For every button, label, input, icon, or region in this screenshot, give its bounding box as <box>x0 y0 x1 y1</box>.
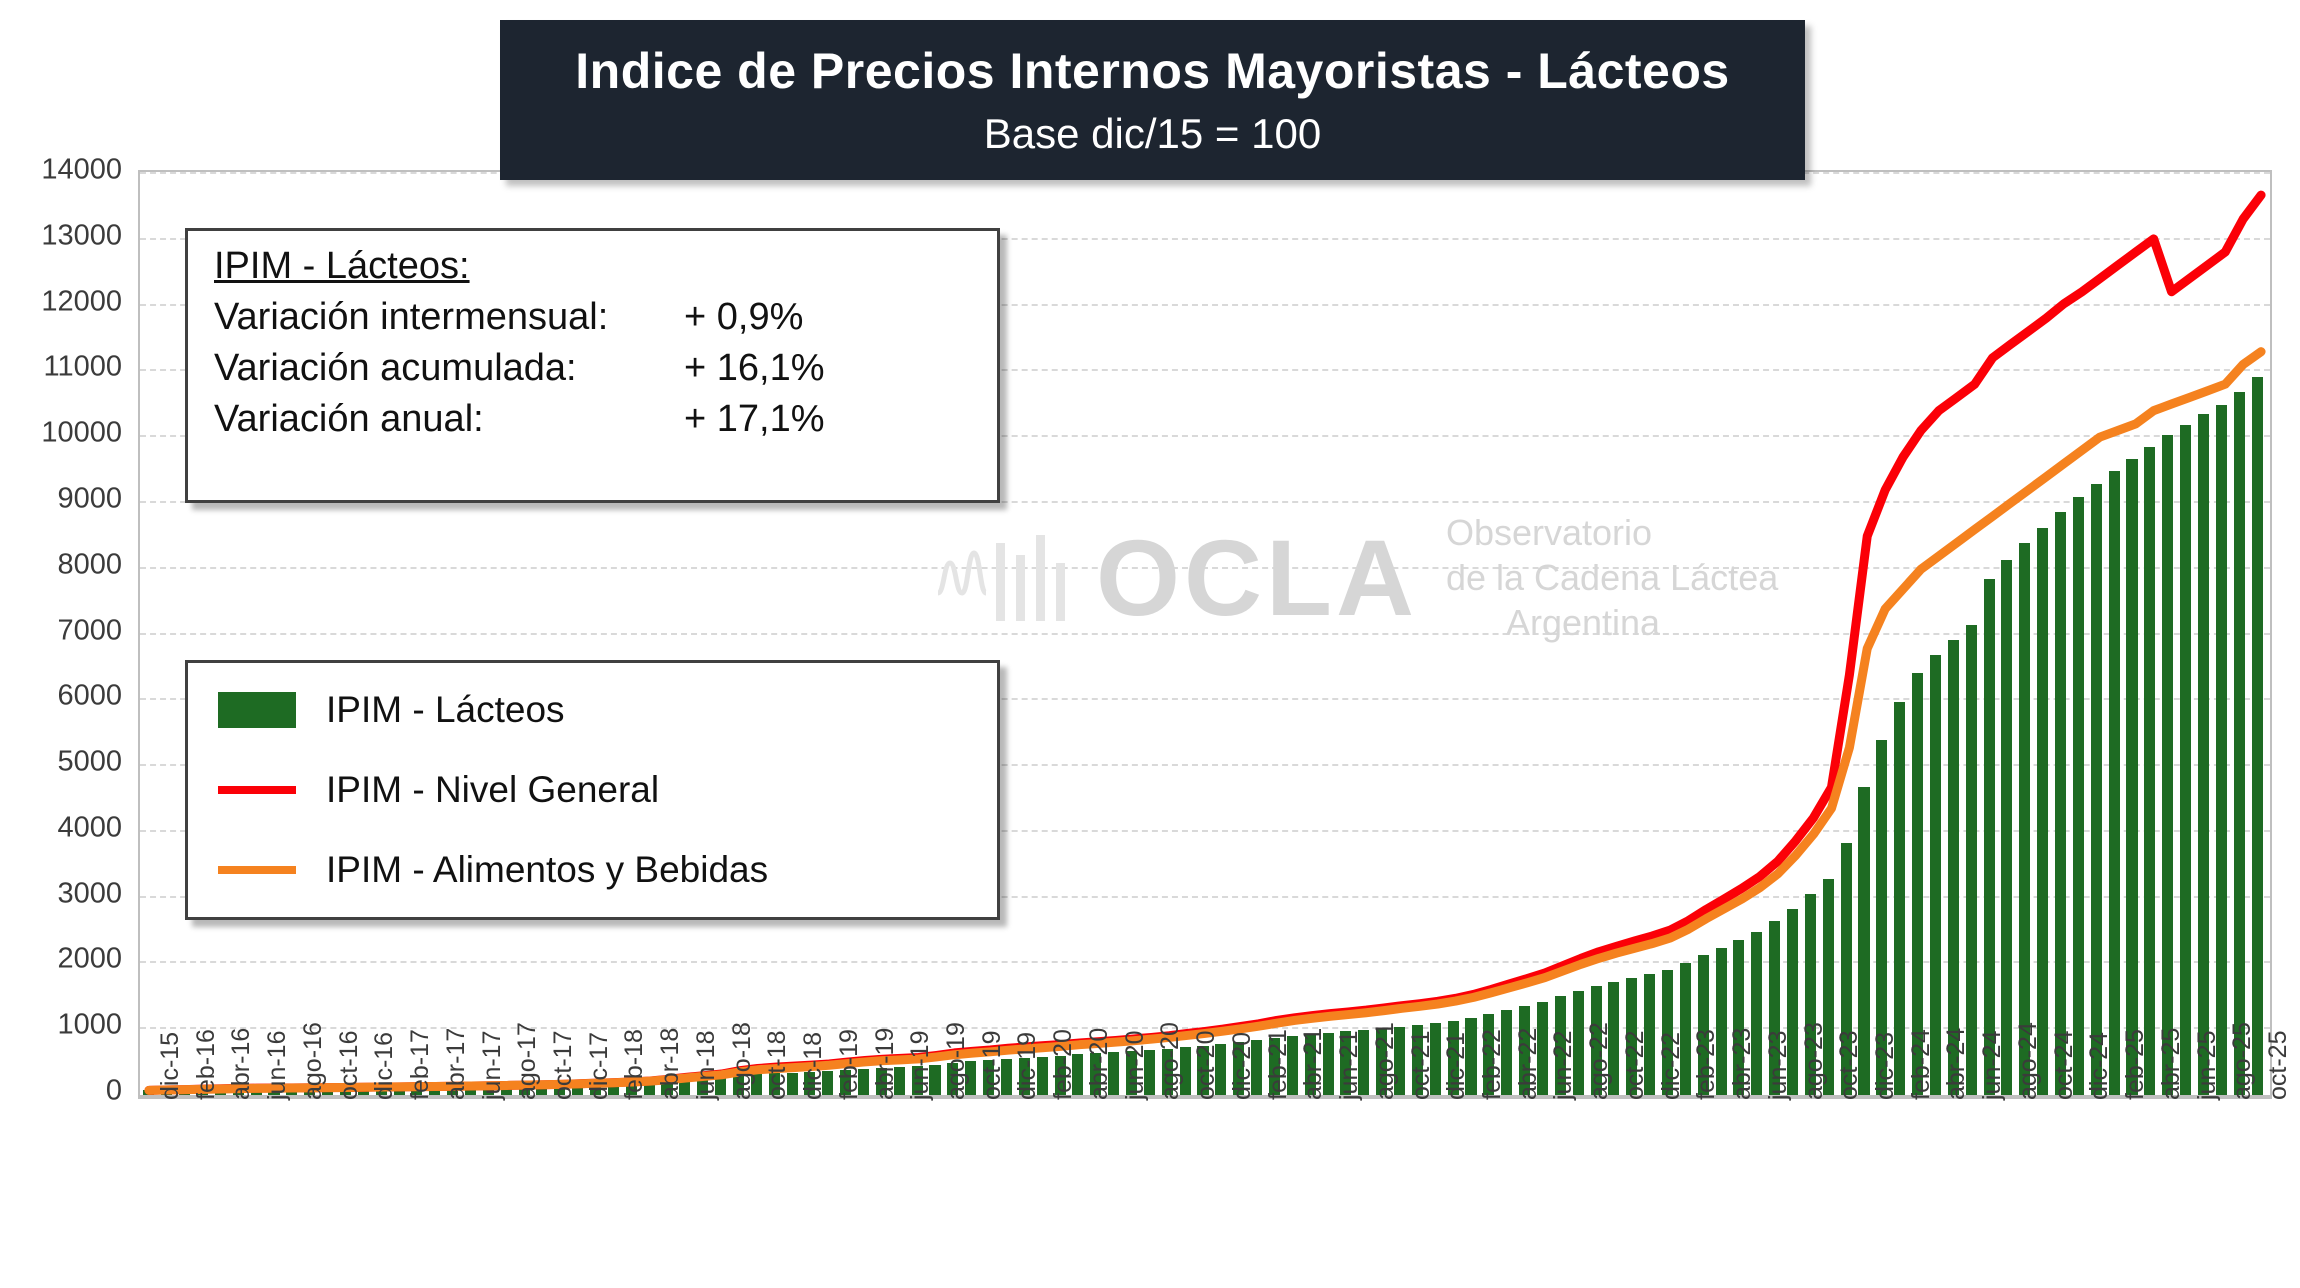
x-axis-tick-label: feb-22 <box>1477 1029 1506 1100</box>
legend-label-alimentos: IPIM - Alimentos y Bebidas <box>326 849 769 890</box>
x-axis-tick-label: jun-19 <box>906 1030 935 1100</box>
y-axis-tick-label: 13000 <box>41 219 122 252</box>
x-axis-tick-label: ago-21 <box>1370 1022 1399 1100</box>
y-axis-tick-label: 11000 <box>43 350 122 383</box>
x-axis-tick-label: dic-18 <box>799 1031 828 1100</box>
x-axis-tick-label: oct-23 <box>1835 1030 1864 1100</box>
legend-swatch-alimentos <box>218 866 296 874</box>
chart-legend <box>185 660 1000 920</box>
x-axis-tick-label: jun-21 <box>1335 1030 1364 1100</box>
info-row-intermensual <box>214 296 971 339</box>
y-axis-tick-label: 2000 <box>57 942 122 975</box>
x-axis-tick-label: dic-16 <box>370 1031 399 1100</box>
x-axis-tick-label: oct-20 <box>1192 1030 1221 1100</box>
x-axis-tick-label: feb-24 <box>1906 1029 1935 1100</box>
watermark-brand: OCLA <box>1096 517 1418 638</box>
x-axis-tick-label: ago-19 <box>942 1022 971 1100</box>
info-label-acumulada: Variación acumulada: <box>214 347 577 389</box>
x-axis-tick-label: jun-25 <box>2192 1030 2221 1100</box>
y-axis-tick-label: 4000 <box>57 811 122 844</box>
x-axis-tick-label: oct-22 <box>1620 1030 1649 1100</box>
x-axis-tick-label: jun-22 <box>1549 1030 1578 1100</box>
x-axis-tick-label: abr-17 <box>441 1027 470 1100</box>
y-axis-tick-label: 12000 <box>41 285 122 318</box>
x-axis-tick-label: dic-23 <box>1871 1031 1900 1100</box>
x-axis-tick-label: ago-22 <box>1585 1022 1614 1100</box>
x-axis-tick-label: feb-25 <box>2121 1029 2150 1100</box>
y-axis-tick-label: 3000 <box>57 877 122 910</box>
x-axis-tick-label: feb-20 <box>1049 1029 1078 1100</box>
chart-title: Indice de Precios Internos Mayoristas - Lácteos <box>575 43 1730 99</box>
x-axis-tick-label: ago-20 <box>1156 1022 1185 1100</box>
info-row-anual <box>214 398 971 441</box>
legend-item-nivel-general <box>218 750 967 830</box>
x-axis-tick-label: oct-19 <box>977 1030 1006 1100</box>
x-axis-tick-label: oct-21 <box>1406 1030 1435 1100</box>
legend-swatch-lacteos <box>218 692 296 728</box>
y-axis-tick-label: 9000 <box>57 482 122 515</box>
x-axis-tick-label: oct-25 <box>2264 1030 2293 1100</box>
x-axis-tick-label: abr-25 <box>2156 1027 2185 1100</box>
chart-subtitle: Base dic/15 = 100 <box>983 110 1322 157</box>
x-axis-tick-label: dic-22 <box>1656 1031 1685 1100</box>
x-axis-tick-label: dic-19 <box>1013 1031 1042 1100</box>
x-axis-tick-label: ago-25 <box>2228 1022 2257 1100</box>
info-row-acumulada <box>214 347 971 390</box>
x-axis-tick-label: dic-21 <box>1442 1031 1471 1100</box>
x-axis-tick-label: oct-17 <box>548 1030 577 1100</box>
x-axis-tick-label: oct-16 <box>334 1030 363 1100</box>
summary-info-box <box>185 228 1000 503</box>
x-axis-tick-label: jun-17 <box>477 1030 506 1100</box>
x-axis-tick-label: abr-23 <box>1728 1027 1757 1100</box>
watermark-line-1: Observatorio <box>1445 512 1653 553</box>
x-axis-tick-label: ago-16 <box>298 1022 327 1100</box>
y-axis-tick-label: 6000 <box>57 679 122 712</box>
x-axis-tick-label: jun-23 <box>1763 1030 1792 1100</box>
info-label-intermensual: Variación intermensual: <box>214 296 609 338</box>
x-axis-tick-label: feb-17 <box>406 1029 435 1100</box>
x-axis-tick-label: ago-17 <box>513 1022 542 1100</box>
x-axis-tick-label: oct-24 <box>2049 1030 2078 1100</box>
x-axis-tick-label: abr-24 <box>1942 1027 1971 1100</box>
x-axis-tick-label: jun-20 <box>1120 1030 1149 1100</box>
y-axis-tick-label: 14000 <box>41 153 122 186</box>
watermark-line-3: Argentina <box>1505 602 1661 643</box>
x-axis-tick-label: abr-21 <box>1299 1027 1328 1100</box>
x-axis-tick-label: abr-22 <box>1513 1027 1542 1100</box>
y-axis-tick-label: 8000 <box>57 548 122 581</box>
x-axis-tick-label: feb-18 <box>620 1029 649 1100</box>
x-axis-tick-label: jun-18 <box>691 1030 720 1100</box>
x-axis-ticks <box>138 1022 2293 1285</box>
x-axis-tick-label: ago-18 <box>727 1022 756 1100</box>
chart-title-banner <box>500 20 1805 180</box>
x-axis-tick-label: ago-24 <box>2013 1022 2042 1100</box>
x-axis-tick-label: ago-23 <box>1799 1022 1828 1100</box>
x-axis-tick-label: dic-17 <box>584 1031 613 1100</box>
info-label-anual: Variación anual: <box>214 398 484 440</box>
y-axis-tick-label: 1000 <box>57 1008 122 1041</box>
y-axis-tick-label: 10000 <box>41 416 122 449</box>
x-axis-tick-label: oct-18 <box>763 1030 792 1100</box>
x-axis-tick-label: jun-24 <box>1978 1030 2007 1100</box>
x-axis-tick-label: feb-16 <box>191 1029 220 1100</box>
x-axis-tick-label: abr-18 <box>656 1027 685 1100</box>
x-axis-tick-label: dic-20 <box>1227 1031 1256 1100</box>
x-axis-tick-label: feb-21 <box>1263 1029 1292 1100</box>
x-axis-tick-label: dic-15 <box>155 1031 184 1100</box>
x-axis-tick-label: abr-19 <box>870 1027 899 1100</box>
x-axis-tick-label: feb-23 <box>1692 1029 1721 1100</box>
info-value-anual: + 17,1% <box>684 398 825 440</box>
x-axis-tick-label: dic-24 <box>2085 1031 2114 1100</box>
info-value-intermensual: + 0,9% <box>684 296 804 338</box>
legend-label-lacteos: IPIM - Lácteos <box>326 689 565 730</box>
legend-label-nivel-general: IPIM - Nivel General <box>326 769 660 810</box>
y-axis-tick-label: 7000 <box>57 614 122 646</box>
x-axis-tick-label: jun-16 <box>263 1030 292 1100</box>
info-value-acumulada: + 16,1% <box>684 347 825 389</box>
y-axis-tick-label: 0 <box>105 1074 122 1107</box>
x-axis-tick-label: abr-16 <box>227 1027 256 1100</box>
legend-item-lacteos <box>218 670 967 750</box>
watermark-line-2: de la Cadena Láctea <box>1445 557 1779 598</box>
legend-swatch-nivel-general <box>218 786 296 794</box>
legend-item-alimentos <box>218 830 967 910</box>
x-axis-tick-label: abr-20 <box>1084 1027 1113 1100</box>
y-axis-tick-label: 5000 <box>57 745 122 778</box>
info-box-heading: IPIM - Lácteos: <box>214 245 470 287</box>
x-axis-tick-label: feb-19 <box>834 1029 863 1100</box>
